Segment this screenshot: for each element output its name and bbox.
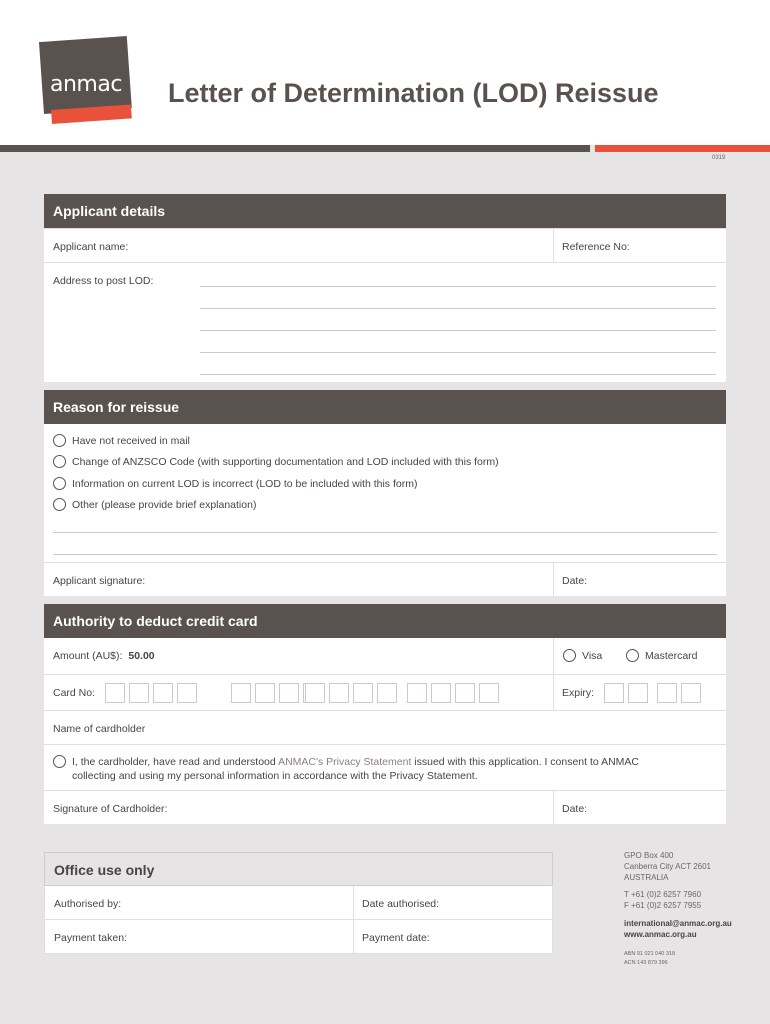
- applicant-section: [44, 194, 726, 382]
- contact-email[interactable]: international@anmac.org.au: [624, 919, 732, 928]
- amount-label: Amount (AU$): 50.00: [53, 650, 155, 662]
- credit-card-section: [44, 604, 726, 824]
- expiry-digit-box[interactable]: [681, 683, 701, 703]
- date-authorised-label: Date authorised:: [362, 898, 440, 910]
- reason-option-not-received[interactable]: Have not received in mail: [53, 434, 190, 447]
- applicant-signature-label: Applicant signature:: [53, 575, 146, 587]
- card-number-row: [44, 674, 726, 710]
- cardholder-date-field[interactable]: [594, 791, 724, 825]
- consent-row: [44, 744, 726, 790]
- mastercard-option[interactable]: Mastercard: [626, 649, 698, 662]
- card-digit-box[interactable]: [479, 683, 499, 703]
- visa-option[interactable]: Visa: [563, 649, 602, 662]
- applicant-heading: Applicant details: [44, 194, 726, 228]
- payment-taken-label: Payment taken:: [54, 932, 127, 944]
- card-digit-box[interactable]: [105, 683, 125, 703]
- contact-acn: ACN 143 879 396: [624, 960, 668, 966]
- applicant-signature-field[interactable]: [159, 563, 552, 597]
- address-label: Address to post LOD:: [53, 275, 154, 287]
- radio-icon[interactable]: [53, 498, 66, 511]
- card-digit-box[interactable]: [231, 683, 251, 703]
- reason-option-incorrect[interactable]: Information on current LOD is incorrect (LOD to be included with this form): [53, 477, 417, 490]
- card-digit-box[interactable]: [305, 683, 325, 703]
- card-no-label: Card No:: [53, 687, 96, 699]
- cardholder-signature-row: [44, 790, 726, 824]
- cardholder-signature-label: Signature of Cardholder:: [53, 803, 168, 815]
- cardholder-date-label: Date:: [562, 803, 588, 815]
- office-row-1: [44, 886, 553, 920]
- applicant-date-label: Date:: [562, 575, 588, 587]
- card-digit-box[interactable]: [431, 683, 451, 703]
- card-digit-box[interactable]: [153, 683, 173, 703]
- consent-option[interactable]: I, the cardholder, have read and understood ANMAC's Privacy Statement issued with this application. I consent to ANMAC collecting and using my personal information in accordance with the Privacy Statement.: [53, 755, 639, 783]
- contact-address: GPO Box 400 Canberra City ACT 2601 AUSTRALIA: [624, 851, 712, 882]
- contact-fax: F +61 (0)2 6257 7955: [624, 901, 702, 910]
- logo-text: anmac: [50, 72, 122, 97]
- reason-heading: Reason for reissue: [44, 390, 726, 424]
- radio-icon[interactable]: [626, 649, 639, 662]
- office-use-section: [44, 852, 553, 954]
- reference-no-label: Reference No:: [562, 241, 630, 253]
- reason-option-other[interactable]: Other (please provide brief explanation): [53, 498, 256, 511]
- applicant-signature-row: [44, 562, 726, 596]
- anmac-logo: [44, 42, 132, 124]
- radio-icon[interactable]: [53, 755, 66, 768]
- expiry-digit-box[interactable]: [628, 683, 648, 703]
- applicant-name-field[interactable]: [134, 229, 552, 263]
- card-digit-box[interactable]: [455, 683, 475, 703]
- contact-online: [624, 918, 732, 940]
- payment-date-label: Payment date:: [362, 932, 430, 944]
- contact-abn: ABN 91 021 040 318: [624, 951, 676, 957]
- radio-icon[interactable]: [53, 477, 66, 490]
- address-field[interactable]: [200, 263, 716, 381]
- contact-phone: T +61 (0)2 6257 7960: [624, 890, 702, 899]
- other-explanation-field[interactable]: [53, 522, 717, 562]
- expiry-digit-box[interactable]: [604, 683, 624, 703]
- card-digit-box[interactable]: [329, 683, 349, 703]
- amount-value: 50.00: [128, 650, 155, 662]
- header-band: [0, 145, 590, 152]
- radio-icon[interactable]: [53, 434, 66, 447]
- reference-no-field[interactable]: [634, 229, 724, 263]
- page-header: [0, 0, 770, 145]
- reason-option-anzsco[interactable]: Change of ANZSCO Code (with supporting documentation and LOD included with this form): [53, 455, 499, 468]
- address-row: [44, 262, 726, 382]
- office-row-2: [44, 920, 553, 954]
- form-code: 0319: [712, 155, 726, 161]
- cardholder-field[interactable]: [154, 711, 724, 745]
- cardholder-signature-field[interactable]: [174, 791, 552, 825]
- contact-web[interactable]: www.anmac.org.au: [624, 930, 697, 939]
- card-digit-box[interactable]: [129, 683, 149, 703]
- card-digit-box[interactable]: [255, 683, 275, 703]
- credit-card-heading: Authority to deduct credit card: [44, 604, 726, 638]
- cardholder-row: [44, 710, 726, 744]
- radio-icon[interactable]: [563, 649, 576, 662]
- card-digit-box[interactable]: [353, 683, 373, 703]
- privacy-statement-link[interactable]: ANMAC's Privacy Statement: [278, 756, 412, 768]
- contact-registration: [624, 950, 675, 968]
- header-accent-band: [595, 145, 770, 152]
- card-digit-box[interactable]: [407, 683, 427, 703]
- applicant-name-label: Applicant name:: [53, 241, 129, 253]
- radio-icon[interactable]: [53, 455, 66, 468]
- reason-section: [44, 390, 726, 596]
- authorised-by-label: Authorised by:: [54, 898, 122, 910]
- contact-phone-fax: [624, 889, 701, 911]
- applicant-date-field[interactable]: [594, 563, 724, 597]
- cardholder-label: Name of cardholder: [53, 723, 146, 735]
- card-digit-box[interactable]: [377, 683, 397, 703]
- expiry-digit-box[interactable]: [657, 683, 677, 703]
- reason-options: [44, 424, 726, 562]
- card-digit-box[interactable]: [177, 683, 197, 703]
- page-title: Letter of Determination (LOD) Reissue: [168, 78, 659, 108]
- amount-row: [44, 638, 726, 674]
- card-digit-box[interactable]: [279, 683, 299, 703]
- expiry-label: Expiry:: [562, 687, 595, 699]
- office-use-heading: Office use only: [44, 852, 553, 886]
- applicant-name-row: [44, 228, 726, 262]
